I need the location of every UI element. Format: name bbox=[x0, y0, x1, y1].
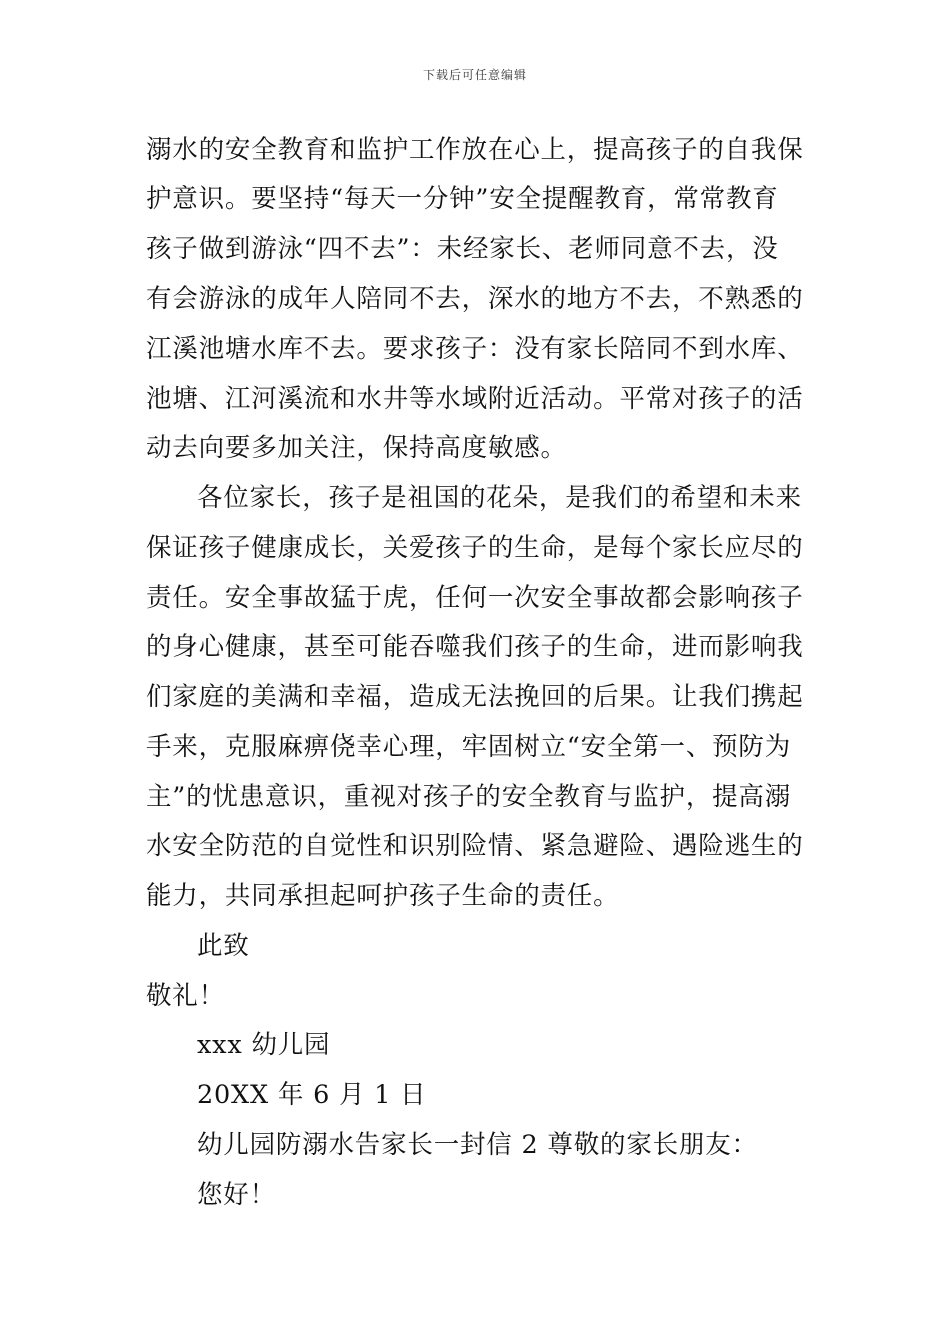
letter-title: 幼儿园防溺水告家长一封信 2 尊敬的家长朋友： bbox=[197, 1130, 758, 1160]
paragraph-line: 责任。安全事故猛于虎，任何一次安全事故都会影响孩子 bbox=[146, 583, 804, 613]
signature-organization: xxx 幼儿园 bbox=[197, 1030, 331, 1060]
paragraph-line: 池塘、江河溪流和水井等水域附近活动。平常对孩子的活 bbox=[146, 384, 804, 414]
signature-date: 20XX 年 6 月 1 日 bbox=[197, 1080, 427, 1110]
paragraph-line: 手来，克服麻痹侥幸心理，牢固树立“安全第一、预防为 bbox=[146, 732, 792, 762]
closing-regards: 敬礼！ bbox=[146, 981, 225, 1011]
paragraph-line: 的身心健康，甚至可能吞噬我们孩子的生命，进而影响我 bbox=[146, 632, 804, 662]
paragraph-line: 各位家长，孩子是祖国的花朵，是我们的希望和未来 bbox=[197, 483, 802, 513]
paragraph-line: 江溪池塘水库不去。要求孩子：没有家长陪同不到水库、 bbox=[146, 334, 804, 364]
greeting: 您好！ bbox=[197, 1180, 276, 1210]
paragraph-line: 有会游泳的成年人陪同不去，深水的地方不去，不熟悉的 bbox=[146, 284, 804, 314]
paragraph-line: 溺水的安全教育和监护工作放在心上，提高孩子的自我保 bbox=[146, 135, 804, 165]
paragraph-line: 孩子做到游泳“四不去”：未经家长、老师同意不去，没 bbox=[146, 234, 779, 264]
page-header: 下载后可任意编辑 bbox=[422, 68, 527, 82]
paragraph-line: 护意识。要坚持“每天一分钟”安全提醒教育，常常教育 bbox=[146, 184, 779, 214]
paragraph-line: 们家庭的美满和幸福，造成无法挽回的后果。让我们携起 bbox=[146, 682, 804, 712]
paragraph-line: 主”的忧患意识，重视对孩子的安全教育与监护，提高溺 bbox=[146, 782, 792, 812]
closing-salutation: 此致 bbox=[197, 931, 250, 961]
paragraph-line: 能力，共同承担起呵护孩子生命的责任。 bbox=[146, 881, 620, 911]
paragraph-line: 动去向要多加关注，保持高度敏感。 bbox=[146, 433, 567, 463]
paragraph-line: 保证孩子健康成长，关爱孩子的生命，是每个家长应尽的 bbox=[146, 533, 804, 563]
paragraph-line: 水安全防范的自觉性和识别险情、紧急避险、遇险逃生的 bbox=[146, 831, 804, 861]
